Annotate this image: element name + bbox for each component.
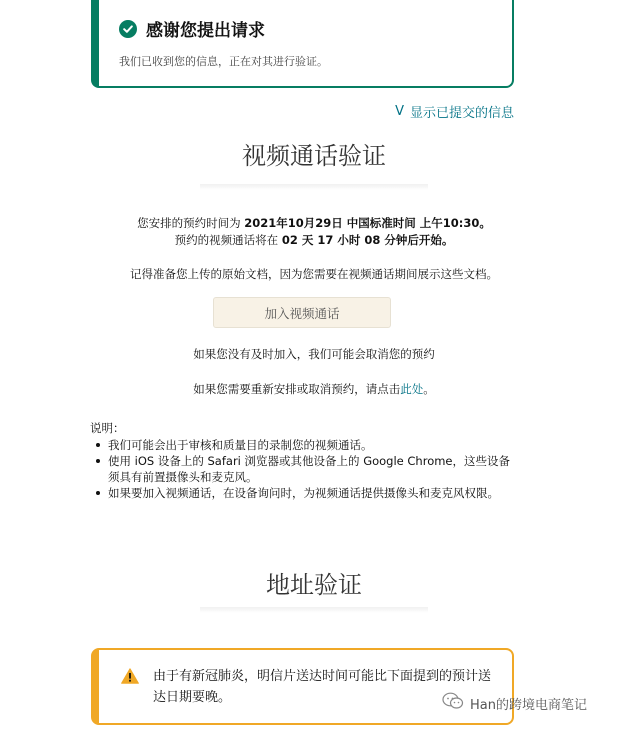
reschedule-line bbox=[0, 381, 628, 397]
show-submitted-info-label: 显示已提交的信息 bbox=[409, 106, 514, 121]
countdown-value: 02 天 17 小时 08 分钟后开始。 bbox=[281, 233, 454, 247]
wechat-icon bbox=[442, 692, 464, 714]
address-verification-title: 地址验证 bbox=[266, 571, 362, 599]
success-title: 感谢您提出请求 bbox=[146, 21, 265, 41]
reschedule-link[interactable]: 此处 bbox=[400, 382, 424, 396]
watermark bbox=[442, 692, 587, 714]
cancel-warning: 如果您没有及时加入，我们可能会取消您的预约 bbox=[193, 347, 435, 361]
reschedule-prefix: 如果您需要重新安排或取消预约，请点击 bbox=[193, 382, 401, 396]
covid-warning-text: 由于有新冠肺炎，明信片送达时间可能比下面提到的预计送达日期要晚。 bbox=[153, 669, 492, 705]
appointment-prefix: 您安排的预约时间为 bbox=[137, 216, 245, 230]
notes-section bbox=[90, 420, 520, 501]
starts-prefix: 预约的视频通话将在 bbox=[174, 233, 282, 247]
show-submitted-info-link[interactable] bbox=[395, 102, 514, 121]
reschedule-suffix: 。 bbox=[423, 382, 435, 396]
success-header bbox=[119, 16, 265, 41]
document-reminder: 记得准备您上传的原始文档，因为您需要在视频通话期间展示这些文档。 bbox=[130, 267, 498, 281]
countdown-line bbox=[0, 232, 628, 248]
section-divider bbox=[200, 184, 428, 190]
video-verification-title: 视频通话验证 bbox=[242, 142, 386, 170]
list-item: 使用 iOS 设备上的 Safari 浏览器或其他设备上的 Google Chrome，这些设备须具有前置摄像头和麦克风。 bbox=[90, 453, 520, 485]
warning-triangle-icon bbox=[121, 668, 139, 688]
join-video-call-button[interactable]: 加入视频通话 bbox=[213, 297, 391, 328]
section-divider bbox=[200, 607, 428, 613]
list-item: 我们可能会出于审核和质量目的录制您的视频通话。 bbox=[90, 437, 520, 453]
notes-title: 说明： bbox=[90, 421, 125, 435]
notes-list bbox=[90, 437, 520, 501]
success-alert bbox=[91, 0, 514, 88]
chevron-down-icon: V bbox=[395, 104, 404, 119]
list-item: 如果要加入视频通话，在设备询问时，为视频通话提供摄像头和麦克风权限。 bbox=[90, 485, 520, 501]
watermark-text: Han的跨境电商笔记 bbox=[470, 697, 587, 713]
appointment-time-line bbox=[0, 215, 628, 231]
appointment-time: 2021年10月29日 中国标准时间 上午10:30。 bbox=[244, 216, 491, 230]
check-circle-icon bbox=[119, 20, 137, 38]
success-message: 我们已收到您的信息，正在对其进行验证。 bbox=[119, 55, 328, 68]
